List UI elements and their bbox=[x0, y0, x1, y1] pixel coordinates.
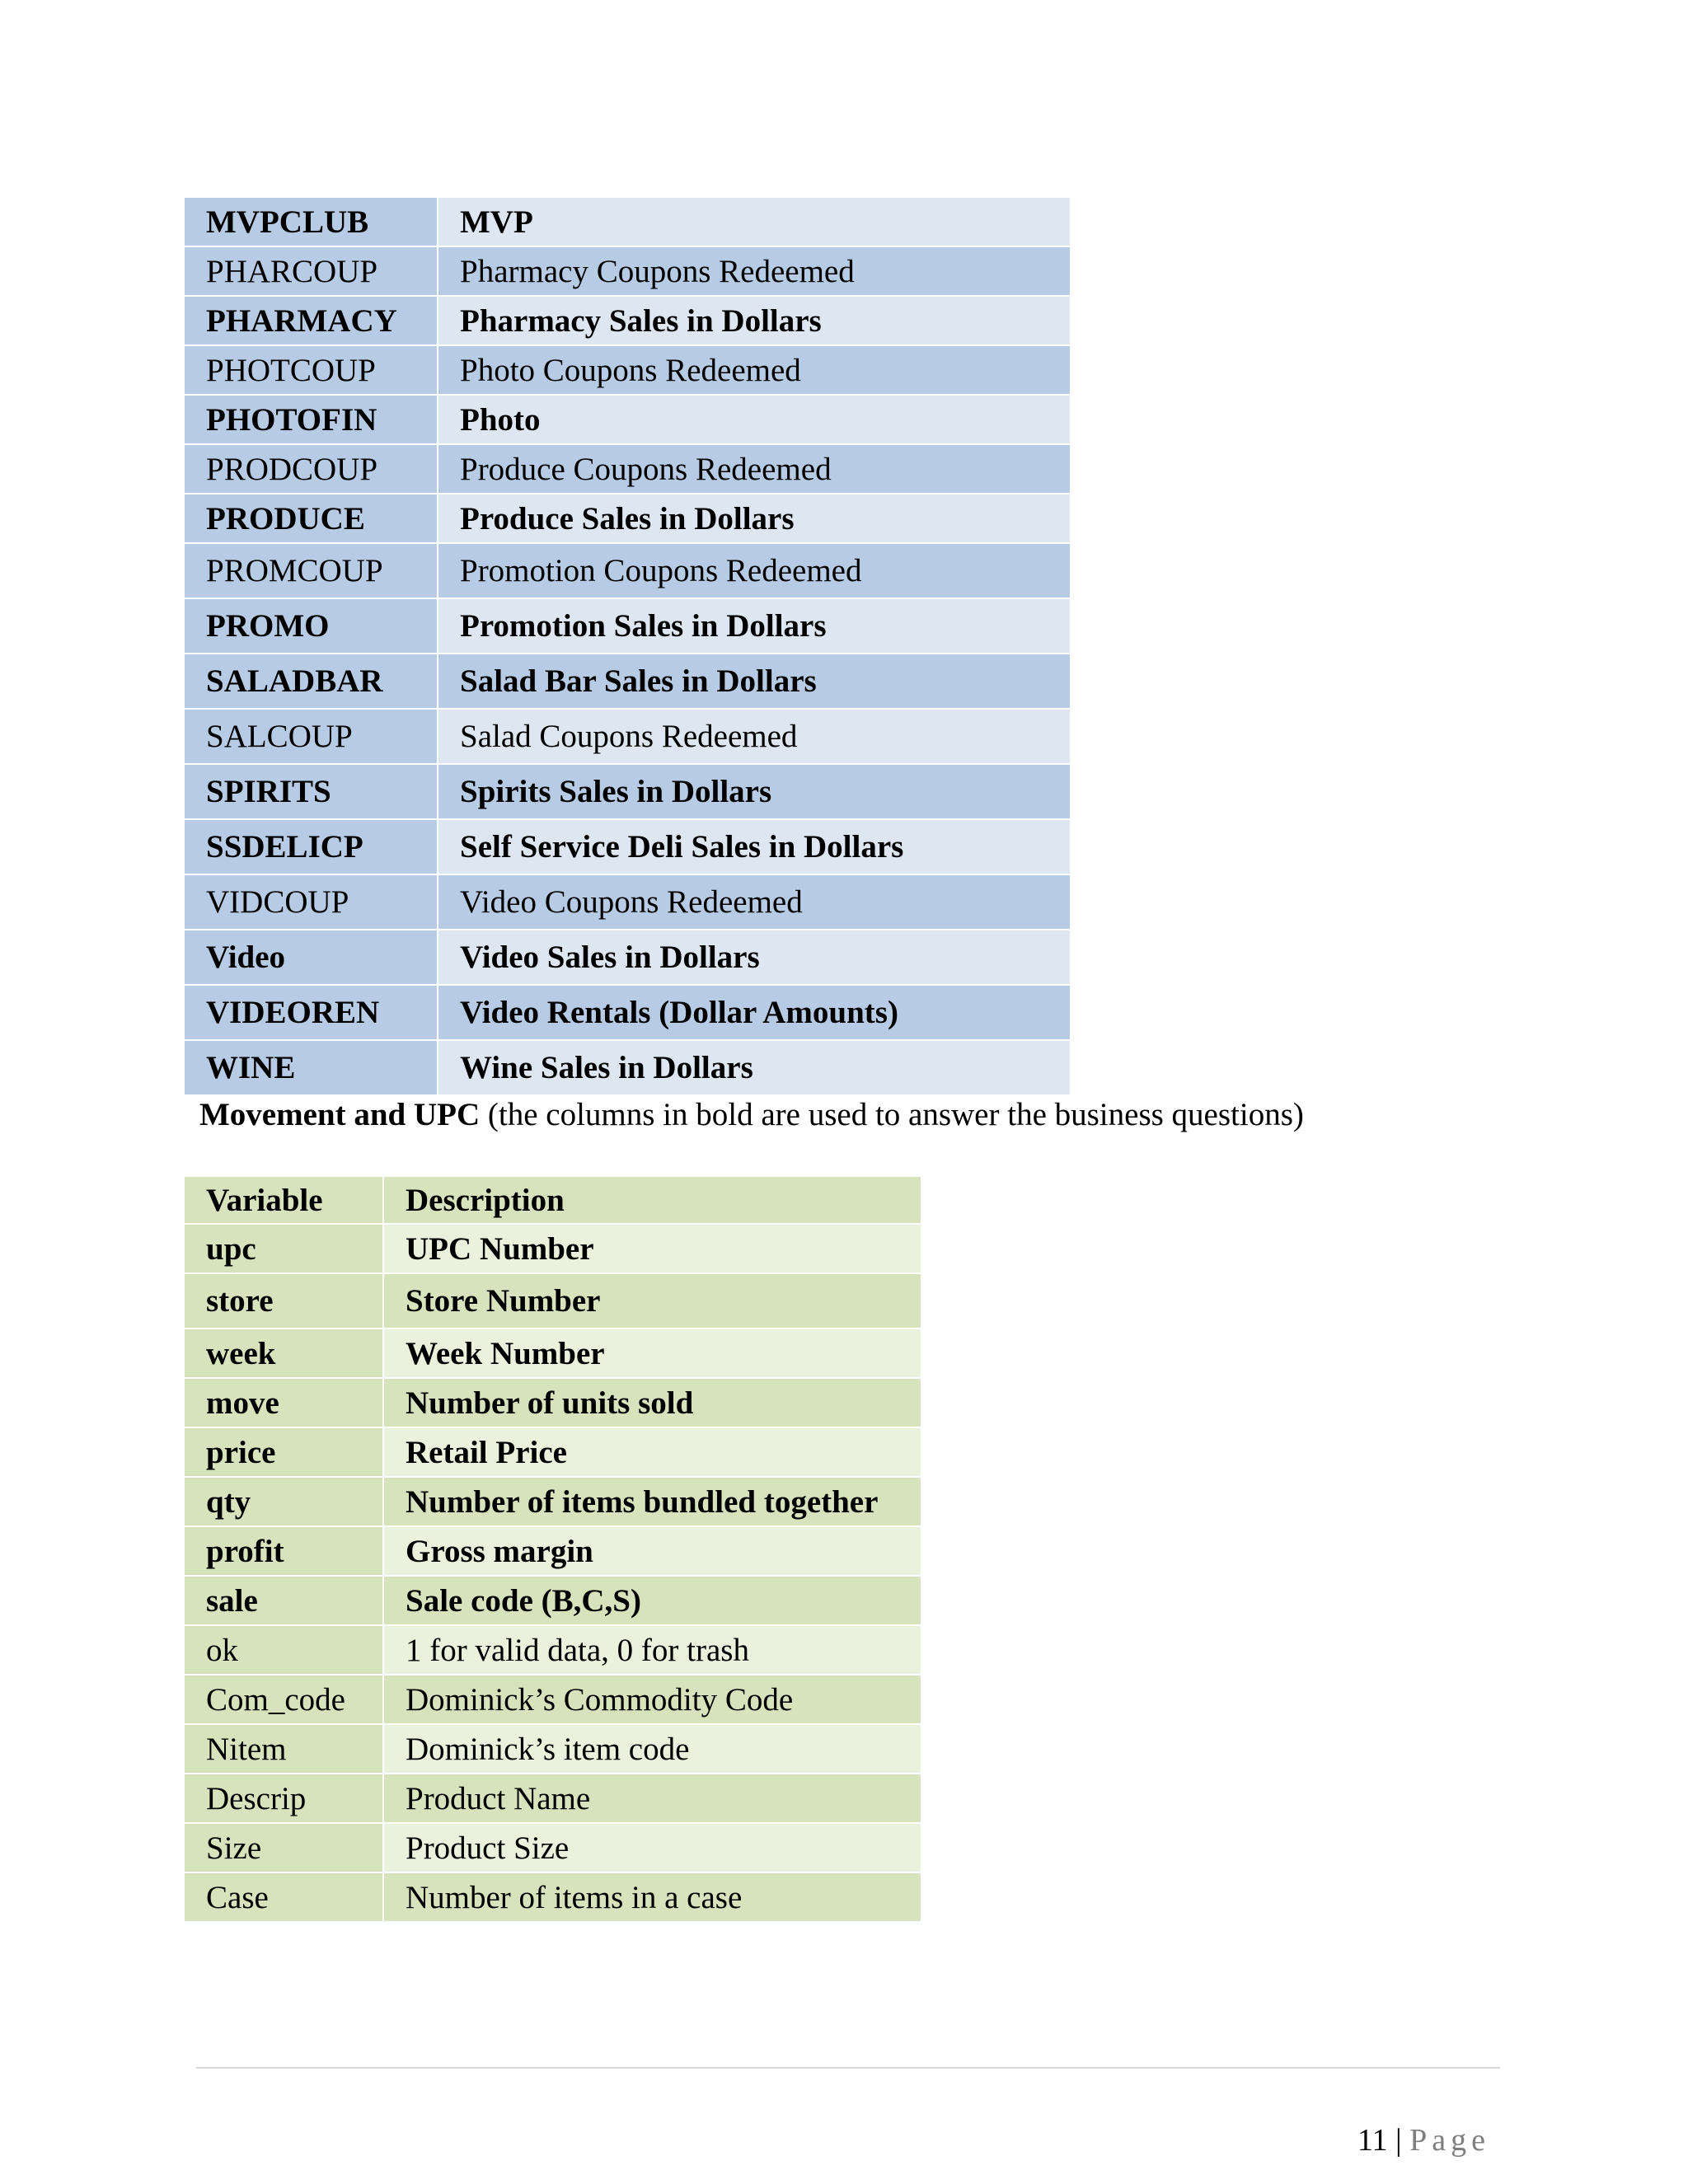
table-row bbox=[184, 296, 1071, 345]
description-cell: Video Coupons Redeemed bbox=[438, 874, 1071, 930]
page-number bbox=[1357, 2122, 1490, 2158]
variable-cell: WINE bbox=[184, 1040, 438, 1095]
description-cell: Pharmacy Coupons Redeemed bbox=[438, 246, 1071, 296]
table-row bbox=[184, 654, 1071, 709]
description-cell: Product Size bbox=[383, 1823, 921, 1872]
description-cell: Salad Coupons Redeemed bbox=[438, 709, 1071, 764]
variable-cell: PHARMACY bbox=[184, 296, 438, 345]
table-row bbox=[184, 1378, 921, 1427]
variable-cell: Case bbox=[184, 1872, 383, 1922]
variable-cell: PHOTOFIN bbox=[184, 395, 438, 444]
table-row bbox=[184, 1477, 921, 1526]
table-row bbox=[184, 494, 1071, 543]
description-cell: Number of items in a case bbox=[383, 1872, 921, 1922]
table-row bbox=[184, 1427, 921, 1477]
description-cell: Wine Sales in Dollars bbox=[438, 1040, 1071, 1095]
variable-cell: MVPCLUB bbox=[184, 197, 438, 246]
variable-cell: Descrip bbox=[184, 1774, 383, 1823]
table-row bbox=[184, 1040, 1071, 1095]
variable-cell: SSDELICP bbox=[184, 819, 438, 874]
description-cell: Retail Price bbox=[383, 1427, 921, 1477]
table-row bbox=[184, 444, 1071, 494]
header-variable: Variable bbox=[184, 1176, 383, 1224]
page-label: Page bbox=[1409, 2123, 1490, 2158]
table-row bbox=[184, 1526, 921, 1576]
table-row bbox=[184, 1774, 921, 1823]
variable-cell: Video bbox=[184, 930, 438, 985]
table-row bbox=[184, 1724, 921, 1774]
description-cell: Dominick’s item code bbox=[383, 1724, 921, 1774]
table-row bbox=[184, 1224, 921, 1273]
table-row bbox=[184, 1576, 921, 1625]
variable-cell: PHOTCOUP bbox=[184, 345, 438, 395]
table-row bbox=[184, 246, 1071, 296]
table-row bbox=[184, 1625, 921, 1675]
variable-cell: Com_code bbox=[184, 1675, 383, 1724]
variable-cell: SPIRITS bbox=[184, 764, 438, 819]
description-cell: Pharmacy Sales in Dollars bbox=[438, 296, 1071, 345]
variable-cell: SALCOUP bbox=[184, 709, 438, 764]
variable-cell: PROMCOUP bbox=[184, 543, 438, 598]
footer-divider bbox=[196, 2067, 1500, 2069]
variable-cell: sale bbox=[184, 1576, 383, 1625]
variable-cell: PRODUCE bbox=[184, 494, 438, 543]
description-cell: Produce Sales in Dollars bbox=[438, 494, 1071, 543]
description-cell: Gross margin bbox=[383, 1526, 921, 1576]
table-row bbox=[184, 345, 1071, 395]
store-variables-table bbox=[183, 196, 1071, 1096]
description-cell: Salad Bar Sales in Dollars bbox=[438, 654, 1071, 709]
description-cell: Promotion Coupons Redeemed bbox=[438, 543, 1071, 598]
description-cell: Photo bbox=[438, 395, 1071, 444]
description-cell: Spirits Sales in Dollars bbox=[438, 764, 1071, 819]
variable-cell: VIDCOUP bbox=[184, 874, 438, 930]
variable-cell: ok bbox=[184, 1625, 383, 1675]
table-row bbox=[184, 764, 1071, 819]
movement-upc-table bbox=[183, 1175, 922, 1923]
table-row bbox=[184, 1872, 921, 1922]
table-row bbox=[184, 197, 1071, 246]
table-row bbox=[184, 1823, 921, 1872]
page-number-value: 11 bbox=[1357, 2123, 1388, 2158]
table-row bbox=[184, 930, 1071, 985]
variable-cell: PHARCOUP bbox=[184, 246, 438, 296]
variable-cell: PRODCOUP bbox=[184, 444, 438, 494]
description-cell: Video Rentals (Dollar Amounts) bbox=[438, 985, 1071, 1040]
description-cell: Number of items bundled together bbox=[383, 1477, 921, 1526]
variable-cell: SALADBAR bbox=[184, 654, 438, 709]
variable-cell: Size bbox=[184, 1823, 383, 1872]
table-row bbox=[184, 395, 1071, 444]
description-cell: Self Service Deli Sales in Dollars bbox=[438, 819, 1071, 874]
variable-cell: week bbox=[184, 1329, 383, 1378]
variable-cell: Nitem bbox=[184, 1724, 383, 1774]
variable-cell: store bbox=[184, 1273, 383, 1329]
table-row bbox=[184, 598, 1071, 654]
table-row bbox=[184, 1273, 921, 1329]
table-row bbox=[184, 709, 1071, 764]
variable-cell: qty bbox=[184, 1477, 383, 1526]
variable-cell: profit bbox=[184, 1526, 383, 1576]
description-cell: Photo Coupons Redeemed bbox=[438, 345, 1071, 395]
variable-cell: PROMO bbox=[184, 598, 438, 654]
description-cell: Number of units sold bbox=[383, 1378, 921, 1427]
description-cell: Week Number bbox=[383, 1329, 921, 1378]
description-cell: Product Name bbox=[383, 1774, 921, 1823]
description-cell: Dominick’s Commodity Code bbox=[383, 1675, 921, 1724]
description-cell: Store Number bbox=[383, 1273, 921, 1329]
movement-upc-caption bbox=[199, 1096, 1304, 1133]
variable-cell: price bbox=[184, 1427, 383, 1477]
description-cell: Produce Coupons Redeemed bbox=[438, 444, 1071, 494]
table-row bbox=[184, 1329, 921, 1378]
header-description: Description bbox=[383, 1176, 921, 1224]
description-cell: UPC Number bbox=[383, 1224, 921, 1273]
caption-rest: (the columns in bold are used to answer the business questions) bbox=[480, 1097, 1304, 1132]
variable-cell: upc bbox=[184, 1224, 383, 1273]
table-row bbox=[184, 874, 1071, 930]
description-cell: Video Sales in Dollars bbox=[438, 930, 1071, 985]
description-cell: Sale code (B,C,S) bbox=[383, 1576, 921, 1625]
table-header-row bbox=[184, 1176, 921, 1224]
table-row bbox=[184, 543, 1071, 598]
variable-cell: move bbox=[184, 1378, 383, 1427]
page-separator: | bbox=[1387, 2123, 1410, 2158]
variable-cell: VIDEOREN bbox=[184, 985, 438, 1040]
caption-bold: Movement and UPC bbox=[199, 1097, 481, 1132]
description-cell: Promotion Sales in Dollars bbox=[438, 598, 1071, 654]
table-row bbox=[184, 819, 1071, 874]
description-cell: MVP bbox=[438, 197, 1071, 246]
description-cell: 1 for valid data, 0 for trash bbox=[383, 1625, 921, 1675]
table-row bbox=[184, 1675, 921, 1724]
table-row bbox=[184, 985, 1071, 1040]
